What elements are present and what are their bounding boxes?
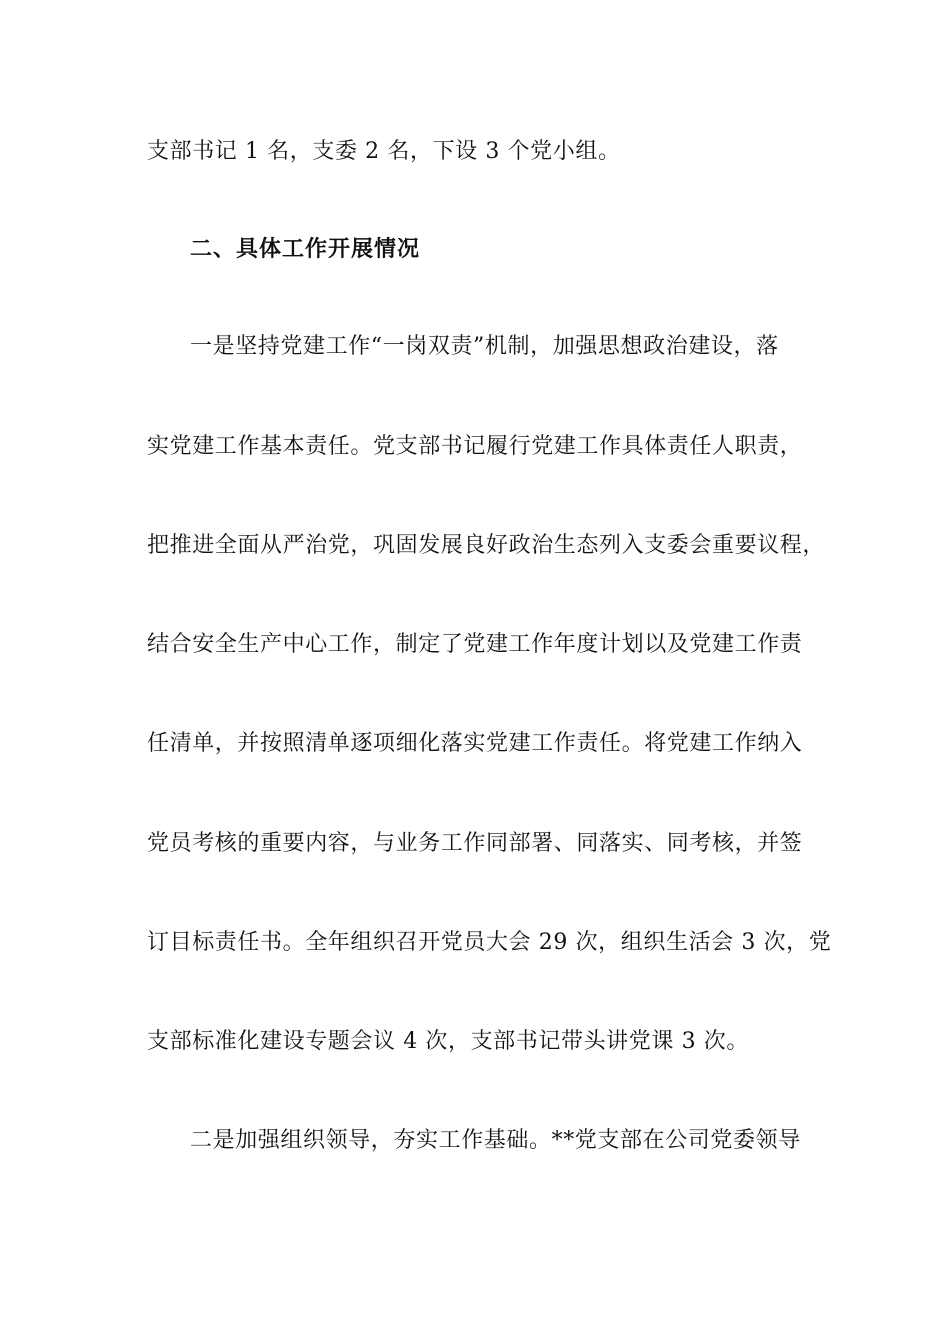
paragraph-line: 二是加强组织领导，夯实工作基础。**党支部在公司党委领导 [190, 1128, 801, 1153]
paragraph-line: 支部书记 1 名，支委 2 名，下设 3 个党小组。 [147, 139, 621, 164]
paragraph-line: 实党建工作基本责任。党支部书记履行党建工作具体责任人职责， [147, 434, 803, 459]
paragraph-line: 结合安全生产中心工作，制定了党建工作年度计划以及党建工作责 [147, 632, 803, 657]
paragraph-line: 把推进全面从严治党，巩固发展良好政治生态列入支委会重要议程， [147, 533, 826, 558]
paragraph-line: 任清单，并按照清单逐项细化落实党建工作责任。将党建工作纳入 [147, 731, 803, 756]
section-heading: 二、具体工作开展情况 [190, 236, 421, 262]
paragraph-line: 党员考核的重要内容，与业务工作同部署、同落实、同考核，并签 [147, 831, 803, 856]
paragraph-line: 订目标责任书。全年组织召开党员大会 29 次，组织生活会 3 次，党 [147, 930, 832, 955]
paragraph-line: 支部标准化建设专题会议 4 次，支部书记带头讲党课 3 次。 [147, 1029, 749, 1054]
paragraph-line: 一是坚持党建工作“一岗双责”机制，加强思想政治建设，落 [190, 334, 779, 359]
